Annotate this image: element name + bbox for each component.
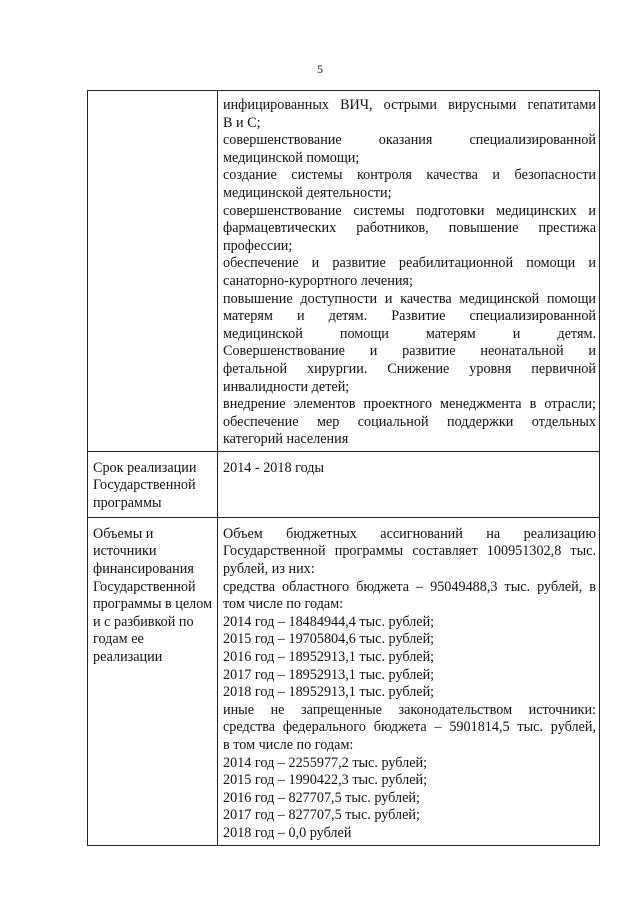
page-number: 5	[317, 62, 323, 76]
text-line: Совершенствование и развитие неонатальной и	[223, 343, 596, 360]
text-line: 2017 год – 18952913,1 тыс. рублей;	[223, 666, 435, 683]
text-line: обеспечение и развитие реабилитационной помощи и	[223, 255, 596, 272]
goals-text-cell	[218, 91, 600, 452]
text-line: 2014 год – 2255977,2 тыс. рублей;	[223, 754, 428, 771]
text-line: том числе по годам:	[223, 596, 344, 613]
table-row-goals	[88, 91, 600, 452]
text-line: инфицированных ВИЧ, острыми вирусными гепатитами	[223, 97, 596, 113]
text-line: медицинской помощи;	[223, 149, 360, 166]
text-line: 2016 год – 827707,5 тыс. рублей;	[223, 789, 420, 806]
text-line: инвалидности детей;	[223, 378, 350, 395]
text-line: профессии;	[223, 237, 293, 254]
text-line: категорий населения	[223, 431, 349, 448]
text-line: 2015 год – 1990422,3 тыс. рублей;	[223, 772, 428, 789]
text-line: в том числе по годам:	[223, 737, 354, 753]
row-label-period: Срок реализации Государственной программы	[88, 451, 218, 517]
text-line: средства федерального бюджета – 5901814,5 тыс. рублей,	[223, 719, 596, 736]
text-line: матерям и детям. Развитие специализированной	[223, 308, 596, 325]
text-line: иные не запрещенные законодательством источники:	[223, 701, 596, 718]
text-line: внедрение элементов проектного менеджмента в отрасли;	[223, 396, 596, 413]
table-row-period	[88, 451, 600, 517]
text-line: совершенствование оказания специализированной	[223, 132, 596, 149]
text-line: обеспечение мер социальной поддержки отдельных	[223, 413, 596, 430]
text-line: 2014 - 2018 годы	[223, 459, 325, 476]
text-line: совершенствование системы подготовки медицинских и	[223, 202, 596, 219]
text-line: Государственной программы составляет 100951302,8 тыс.	[223, 543, 596, 560]
text-line: 2014 год – 18484944,4 тыс. рублей;	[223, 613, 435, 630]
row-label	[88, 91, 218, 452]
text-line: фармацевтических работников, повышение престижа	[223, 220, 596, 237]
text-line: В и С;	[223, 114, 261, 131]
text-line: 2018 год – 0,0 рублей	[223, 824, 352, 841]
text-line: медицинской деятельности;	[223, 184, 392, 201]
table-row-funding	[88, 517, 600, 845]
text-line: 2015 год – 19705804,6 тыс. рублей;	[223, 631, 435, 648]
text-line: 2017 год – 827707,5 тыс. рублей;	[223, 807, 420, 824]
text-line: Объем бюджетных ассигнований на реализацию	[223, 525, 596, 542]
text-line: медицинской помощи матерям и детям.	[223, 325, 596, 342]
program-passport-table	[87, 90, 600, 846]
text-line: рублей, из них:	[223, 561, 315, 578]
period-text-cell	[218, 451, 600, 517]
text-line: 2016 год – 18952913,1 тыс. рублей;	[223, 649, 435, 666]
text-line: средства областного бюджета – 95049488,3 тыс. рублей, в	[223, 578, 596, 595]
text-line: фетальной хирургии. Снижение уровня первичной	[223, 360, 596, 377]
text-line: санаторно-курортного лечения;	[223, 272, 413, 289]
text-line: 2018 год – 18952913,1 тыс. рублей;	[223, 684, 435, 701]
funding-text-cell	[218, 517, 600, 845]
text-line: создание системы контроля качества и безопасности	[223, 167, 596, 184]
text-line: повышение доступности и качества медицинской помощи	[223, 290, 596, 307]
row-label-funding: Объемы и источники финансирования Государственной программы в целом и с разбивкой по годам ее реализации	[88, 517, 218, 845]
